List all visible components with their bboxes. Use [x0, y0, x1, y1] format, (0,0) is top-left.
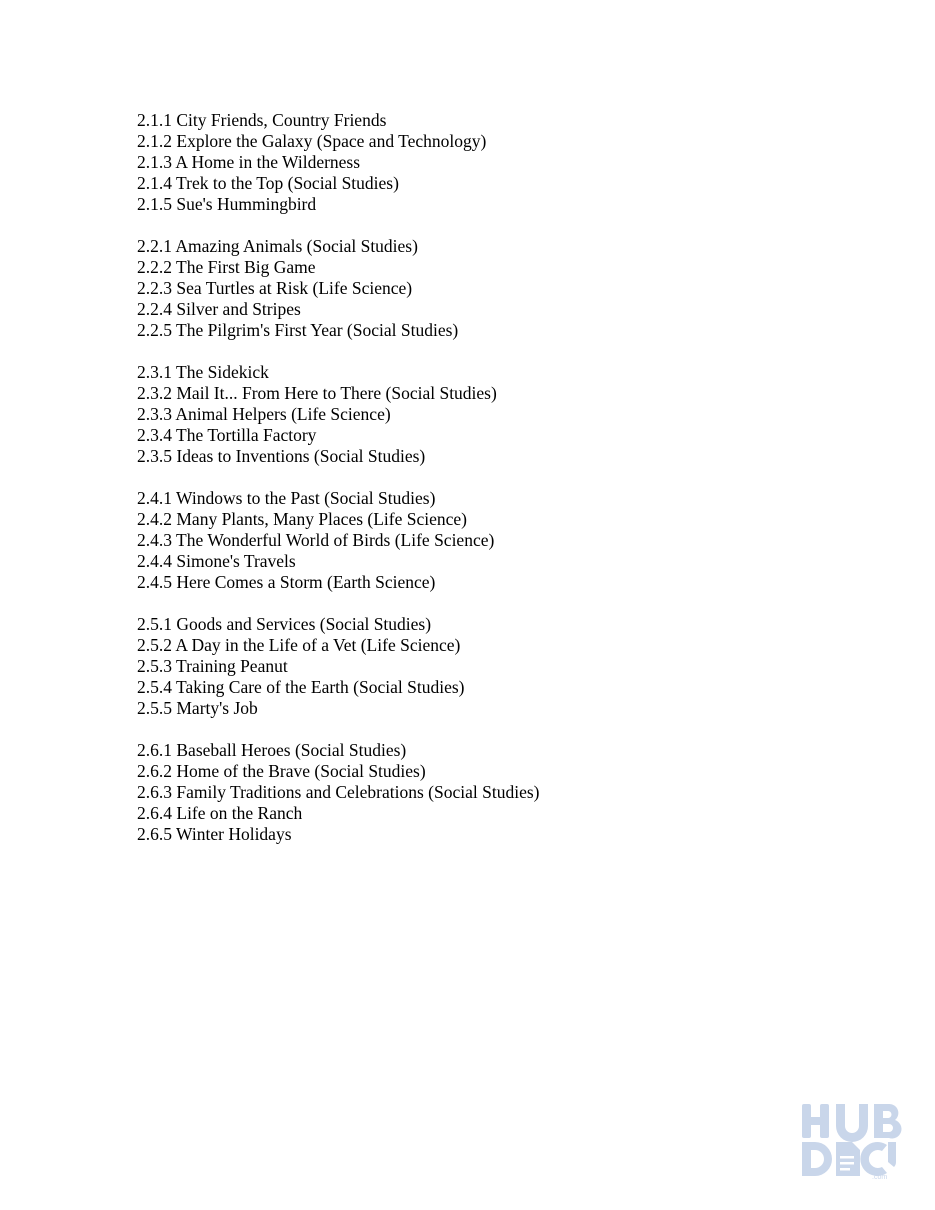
- list-item: 2.3.5 Ideas to Inventions (Social Studies): [137, 446, 426, 466]
- list-item: 2.6.1 Baseball Heroes (Social Studies): [137, 740, 407, 760]
- list-item: 2.5.1 Goods and Services (Social Studies): [137, 614, 432, 634]
- list-item: 2.1.3 A Home in the Wilderness: [137, 152, 361, 172]
- list-item: 2.6.2 Home of the Brave (Social Studies): [137, 761, 426, 781]
- unit-2-2-list: [137, 236, 837, 341]
- list-item: 2.3.2 Mail It... From Here to There (Social Studies): [137, 383, 497, 403]
- hubdocu-watermark-logo: [798, 1100, 908, 1180]
- list-item: 2.4.3 The Wonderful World of Birds (Life Science): [137, 530, 495, 550]
- unit-2-1-list: [137, 110, 837, 215]
- list-item: 2.1.1 City Friends, Country Friends: [137, 110, 387, 130]
- watermark-logo-shapes: [802, 1104, 901, 1176]
- list-item: 2.2.2 The First Big Game: [137, 257, 316, 277]
- list-item: 2.2.4 Silver and Stripes: [137, 299, 301, 319]
- list-item: 2.6.5 Winter Holidays: [137, 824, 292, 844]
- list-item: 2.2.3 Sea Turtles at Risk (Life Science): [137, 278, 413, 298]
- list-item: 2.6.3 Family Traditions and Celebrations (Social Studies): [137, 782, 540, 802]
- unit-2-3-list: [137, 362, 837, 467]
- unit-2-4-list: [137, 488, 837, 593]
- list-item: 2.1.5 Sue's Hummingbird: [137, 194, 317, 214]
- list-item: 2.5.2 A Day in the Life of a Vet (Life Science): [137, 635, 461, 655]
- list-item: 2.3.3 Animal Helpers (Life Science): [137, 404, 391, 424]
- list-item: 2.4.1 Windows to the Past (Social Studies): [137, 488, 436, 508]
- list-item: 2.4.5 Here Comes a Storm (Earth Science): [137, 572, 436, 592]
- unit-2-5-list: [137, 614, 837, 719]
- list-item: 2.5.5 Marty's Job: [137, 698, 258, 718]
- list-item: 2.4.4 Simone's Travels: [137, 551, 296, 571]
- list-item: 2.1.2 Explore the Galaxy (Space and Technology): [137, 131, 487, 151]
- reading-list: [137, 110, 837, 866]
- list-item: 2.6.4 Life on the Ranch: [137, 803, 303, 823]
- list-item: 2.3.1 The Sidekick: [137, 362, 269, 382]
- list-item: 2.5.4 Taking Care of the Earth (Social Studies): [137, 677, 465, 697]
- list-item: 2.2.1 Amazing Animals (Social Studies): [137, 236, 418, 256]
- unit-2-6-list: [137, 740, 837, 845]
- list-item: 2.4.2 Many Plants, Many Places (Life Science): [137, 509, 467, 529]
- list-item: 2.3.4 The Tortilla Factory: [137, 425, 317, 445]
- list-item: 2.1.4 Trek to the Top (Social Studies): [137, 173, 399, 193]
- list-item: 2.5.3 Training Peanut: [137, 656, 288, 676]
- list-item: 2.2.5 The Pilgrim's First Year (Social Studies): [137, 320, 459, 340]
- watermark-suffix: .com: [872, 1174, 888, 1180]
